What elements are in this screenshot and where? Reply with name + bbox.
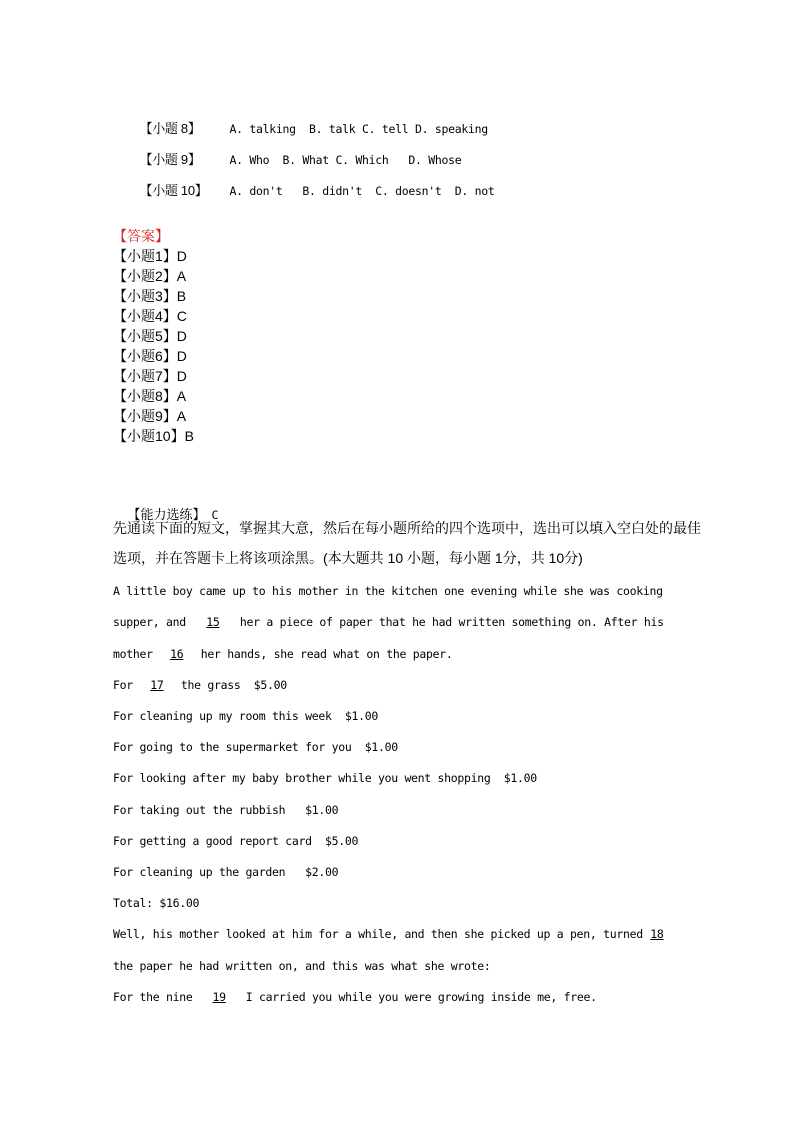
passage-text: her a piece of paper that he had written something on. After his [239, 615, 664, 629]
question-label: 【小题 8】 [139, 121, 201, 136]
passage-text: mother [113, 647, 153, 661]
section-code: C [211, 508, 219, 522]
question-options: A. don't B. didn't C. doesn't D. not [229, 184, 495, 198]
question-options: A. talking B. talk C. tell D. speaking [229, 122, 488, 136]
question-options: A. Who B. What C. Which D. Whose [229, 153, 462, 167]
passage-text: her hands, she read what on the paper. [200, 647, 453, 661]
passage-line [113, 677, 287, 693]
answer-item: 【小题5】D [113, 328, 187, 344]
passage-text: I carried you while you were growing inside me, free. [239, 990, 597, 1004]
passage-line: For cleaning up the garden $2.00 [113, 865, 339, 879]
passage-line [113, 614, 664, 630]
blank-18: 18 [650, 927, 664, 941]
passage-text: the grass $5.00 [180, 678, 287, 692]
answer-block [113, 226, 194, 446]
blank-19: 19 [212, 990, 226, 1004]
passage-text: Well, his mother looked at him for a while, and then she picked up a pen, turned [113, 927, 643, 941]
passage-line: the paper he had written on, and this was what she wrote: [113, 959, 491, 973]
question-label: 【小题 9】 [139, 152, 201, 167]
passage-line: For getting a good report card $5.00 [113, 834, 359, 848]
passage-line: For cleaning up my room this week $1.00 [113, 709, 378, 723]
question-10 [113, 167, 494, 215]
question-label: 【小题 10】 [139, 183, 208, 198]
answer-item: 【小题10】B [113, 428, 194, 444]
passage-line: For taking out the rubbish $1.00 [113, 803, 339, 817]
answer-item: 【小题6】D [113, 348, 187, 364]
passage-text: For [113, 678, 133, 692]
passage-line [113, 646, 452, 662]
answer-item: 【小题1】D [113, 248, 187, 264]
blank-17: 17 [150, 678, 164, 692]
passage-line [113, 926, 671, 942]
passage-line: For going to the supermarket for you $1.00 [113, 740, 398, 754]
passage-line: A little boy came up to his mother in the kitchen one evening while she was cooking [113, 584, 663, 598]
answer-item: 【小题4】C [113, 308, 187, 324]
answer-item: 【小题7】D [113, 368, 187, 384]
blank-16: 16 [170, 647, 184, 661]
passage-text: supper, and [113, 615, 186, 629]
blank-15: 15 [206, 615, 220, 629]
answer-item: 【小题3】B [113, 288, 187, 304]
passage-line: Total: $16.00 [113, 896, 200, 910]
passage-text: For the nine [113, 990, 200, 1004]
answer-item: 【小题9】A [113, 408, 187, 424]
passage-line: For looking after my baby brother while you went shopping $1.00 [113, 771, 537, 785]
section-title-text: 【能力选练】 [127, 507, 206, 522]
answer-heading: 【答案】 [113, 228, 169, 244]
section-instructions: 先通读下面的短文，掌握其大意，然后在每小题所给的四个选项中，选出可以填入空白处的最佳选项，并在答题卡上将该项涂黑。(本大题共 10 小题，每小题 1分，共 10分) [113, 520, 701, 566]
answer-item: 【小题2】A [113, 268, 187, 284]
answer-item: 【小题8】A [113, 388, 187, 404]
passage-line [113, 989, 597, 1005]
